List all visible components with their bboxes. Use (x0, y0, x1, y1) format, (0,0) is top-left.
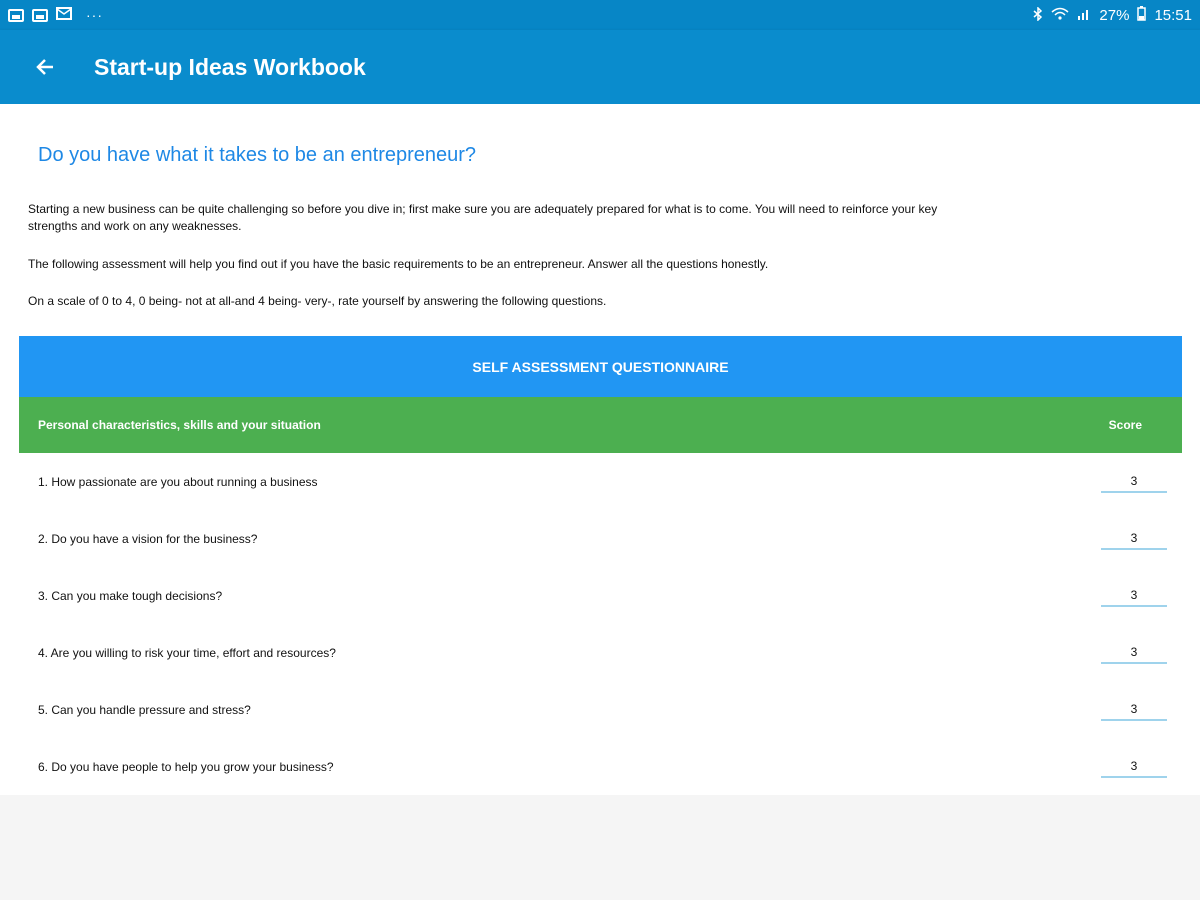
email-icon (56, 7, 72, 24)
question-text: 1. How passionate are you about running a business (38, 475, 318, 489)
app-title: Start-up Ideas Workbook (94, 53, 366, 80)
main-content (0, 104, 1200, 795)
score-column-label: Score (1108, 418, 1142, 432)
app-bar (0, 30, 1200, 104)
section-header (19, 397, 1182, 453)
page-title: Do you have what it takes to be an entrepreneur? (38, 144, 477, 166)
questionnaire-title: SELF ASSESSMENT QUESTIONNAIRE (472, 358, 729, 375)
questionnaire-header (19, 336, 1182, 397)
clock: 15:51 (1154, 6, 1192, 24)
image-icon (32, 9, 48, 22)
score-input[interactable] (1101, 642, 1167, 664)
arrow-back-icon[interactable] (30, 52, 60, 82)
intro-paragraph: Starting a new business can be quite challenging so before you dive in; first make sure you are adequately prepared for what is to come. You will need to reinforce your key strengths and work on any weaknesses. (28, 202, 938, 233)
battery-icon (1137, 6, 1146, 25)
question-row (19, 624, 1182, 681)
score-input[interactable] (1101, 585, 1167, 607)
status-bar (0, 0, 1200, 30)
gallery-icon (8, 9, 24, 22)
question-text: 4. Are you willing to risk your time, effort and resources? (38, 646, 336, 660)
system-status (1033, 6, 1192, 25)
question-row (19, 453, 1182, 510)
section-label: Personal characteristics, skills and your situation (38, 418, 321, 432)
question-text: 6. Do you have people to help you grow your business? (38, 760, 334, 774)
battery-percent: 27% (1099, 6, 1130, 24)
assessment-paragraph: The following assessment will help you find out if you have the basic requirements to be an entrepreneur. Answer all the questions honestly. (28, 257, 769, 271)
bluetooth-icon (1033, 7, 1043, 24)
scale-instructions: On a scale of 0 to 4, 0 being- not at all-and 4 being- very-, rate yourself by answering the following questions. (28, 294, 607, 308)
wifi-icon (1051, 7, 1069, 23)
question-row (19, 510, 1182, 567)
question-row (19, 738, 1182, 795)
question-text: 5. Can you handle pressure and stress? (38, 703, 251, 717)
score-input[interactable] (1101, 471, 1167, 493)
question-text: 3. Can you make tough decisions? (38, 589, 223, 603)
score-input[interactable] (1101, 756, 1167, 778)
signal-icon (1077, 7, 1091, 23)
question-row (19, 681, 1182, 738)
notification-icons (8, 7, 103, 24)
more-notifications-icon: ··· (86, 7, 103, 23)
question-row (19, 567, 1182, 624)
score-input[interactable] (1101, 528, 1167, 550)
question-list (19, 453, 1182, 795)
question-text: 2. Do you have a vision for the business? (38, 532, 258, 546)
score-input[interactable] (1101, 699, 1167, 721)
